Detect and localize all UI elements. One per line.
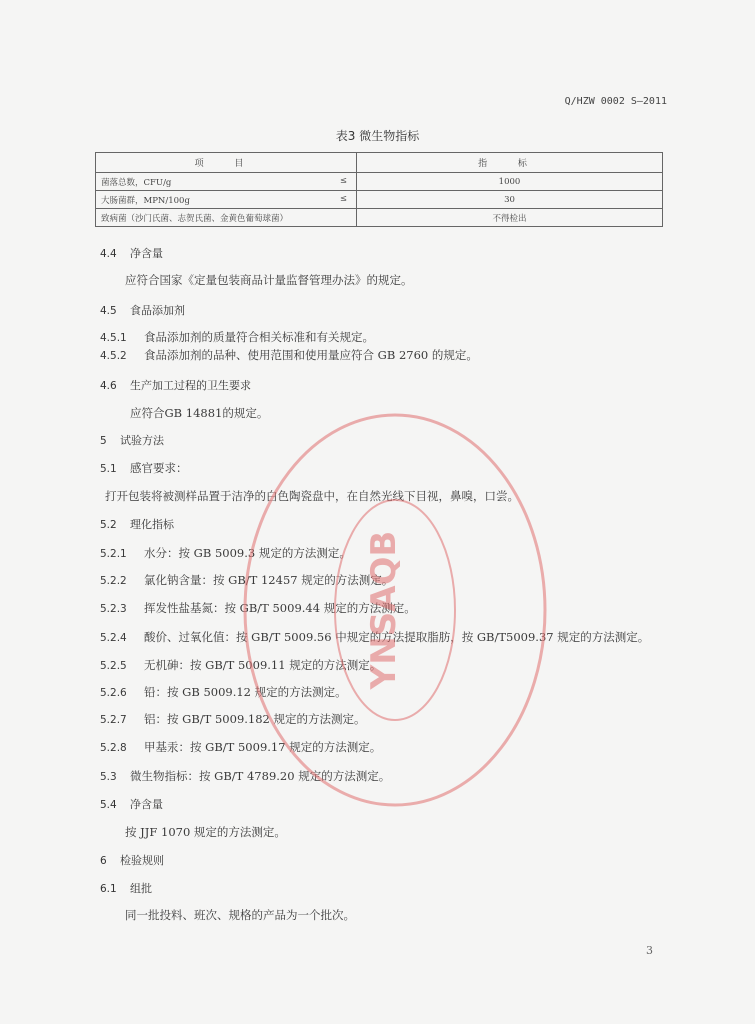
clause-number: 6.1 <box>100 883 117 895</box>
red-seal-stamp <box>230 400 560 820</box>
clause-text: 挥发性盐基氮：按 GB/T 5009.44 规定的方法测定。 <box>144 601 416 615</box>
section-heading <box>100 302 185 318</box>
clause-text: 食品添加剂的质量符合相关标准和有关规定。 <box>144 330 374 344</box>
clause-number: 5.2.8 <box>100 742 127 754</box>
clause-number: 5.2.1 <box>100 548 127 560</box>
clause-text: 净含量 <box>130 798 163 811</box>
row-item <box>96 173 357 191</box>
clause-text: 无机砷：按 GB/T 5009.11 规定的方法测定。 <box>144 658 382 672</box>
clause-number: 5 <box>100 435 107 447</box>
item-text: 大肠菌群，MPN/100g <box>101 195 190 206</box>
clause-text: 铝：按 GB/T 5009.182 规定的方法测定。 <box>144 712 366 726</box>
section-heading <box>100 245 163 261</box>
section-heading <box>100 852 164 868</box>
clause-number: 6 <box>100 855 107 867</box>
clause-text: 食品添加剂 <box>130 304 185 317</box>
standard-code: Q/HZW 0002 S—2011 <box>564 96 667 107</box>
operator: ≤ <box>339 175 347 186</box>
item-text: 菌落总数，CFU/g <box>101 177 172 188</box>
clause-text: 氯化钠含量：按 GB/T 12457 规定的方法测定。 <box>144 573 394 587</box>
table-caption: 表3 微生物指标 <box>335 129 420 143</box>
header-item: 项 目 <box>96 153 357 173</box>
clause-text: 检验规则 <box>120 854 164 867</box>
clause-text: 应符合国家《定量包装商品计量监督管理办法》的规定。 <box>125 273 413 287</box>
clause-text: 铅：按 GB 5009.12 规定的方法测定。 <box>144 685 347 699</box>
clause-number: 5.2.7 <box>100 714 127 726</box>
clause-text: 感官要求： <box>130 461 188 475</box>
page-number: 3 <box>646 944 653 957</box>
clause-text: 按 JJF 1070 规定的方法测定。 <box>125 825 286 839</box>
clause-number: 5.2.5 <box>100 660 127 672</box>
microbial-table <box>95 152 663 227</box>
clause-number: 5.2.4 <box>100 632 127 644</box>
row-value: 不得检出 <box>357 209 663 227</box>
clause-number: 4.4 <box>100 248 117 260</box>
body-line <box>125 272 413 288</box>
clause-number: 4.5 <box>100 305 117 317</box>
clause-text: 水分：按 GB 5009.3 规定的方法测定。 <box>144 546 351 560</box>
seal-text: YNSAQB <box>364 530 404 690</box>
body-line <box>100 347 478 363</box>
clause-text: 甲基汞：按 GB/T 5009.17 规定的方法测定。 <box>144 740 382 754</box>
clause-text: 酸价、过氧化值：按 GB/T 5009.56 中规定的方法提取脂肪，按 GB/T5009.37 规定的方法测定。 <box>144 630 650 644</box>
body-line <box>125 907 355 923</box>
clause-text: 试验方法 <box>120 434 164 447</box>
body-line <box>125 824 286 840</box>
row-value: 30 <box>357 191 663 209</box>
section-heading <box>100 516 174 532</box>
header-index: 指 标 <box>357 153 663 173</box>
section-heading <box>100 880 152 896</box>
clause-text: 微生物指标：按 GB/T 4789.20 规定的方法测定。 <box>130 769 391 783</box>
clause-text: 净含量 <box>130 247 163 260</box>
row-item <box>96 191 357 209</box>
clause-number: 5.3 <box>100 771 117 783</box>
body-line <box>100 460 188 476</box>
item-text: 致病菌（沙门氏菌、志贺氏菌、金黄色葡萄球菌） <box>101 213 289 224</box>
clause-number: 4.5.1 <box>100 332 127 344</box>
clause-text: 同一批投料、班次、规格的产品为一个批次。 <box>125 908 355 922</box>
clause-number: 5.2 <box>100 519 117 531</box>
clause-text: 理化指标 <box>130 518 174 531</box>
clause-number: 5.4 <box>100 799 117 811</box>
table-row <box>96 209 663 227</box>
clause-number: 5.1 <box>100 463 117 475</box>
clause-text: 生产加工过程的卫生要求 <box>130 379 251 392</box>
clause-number: 4.5.2 <box>100 350 127 362</box>
row-value: 1000 <box>357 173 663 191</box>
section-heading <box>100 432 164 448</box>
clause-text: 应符合GB 14881的规定。 <box>130 406 269 420</box>
table-row <box>96 173 663 191</box>
clause-number: 5.2.3 <box>100 603 127 615</box>
section-heading <box>100 796 163 812</box>
clause-number: 5.2.6 <box>100 687 127 699</box>
clause-text: 打开包装将被测样品置于洁净的白色陶瓷盘中，在自然光线下目视，鼻嗅，口尝。 <box>105 489 519 503</box>
table-row <box>96 191 663 209</box>
section-heading <box>100 377 251 393</box>
clause-text: 食品添加剂的品种、使用范围和使用量应符合 GB 2760 的规定。 <box>144 348 478 362</box>
body-line <box>100 329 374 345</box>
operator: ≤ <box>339 193 347 204</box>
row-item <box>96 209 357 227</box>
clause-number: 4.6 <box>100 380 117 392</box>
clause-text: 组批 <box>130 882 152 895</box>
table-header-row <box>96 153 663 173</box>
clause-number: 5.2.2 <box>100 575 127 587</box>
